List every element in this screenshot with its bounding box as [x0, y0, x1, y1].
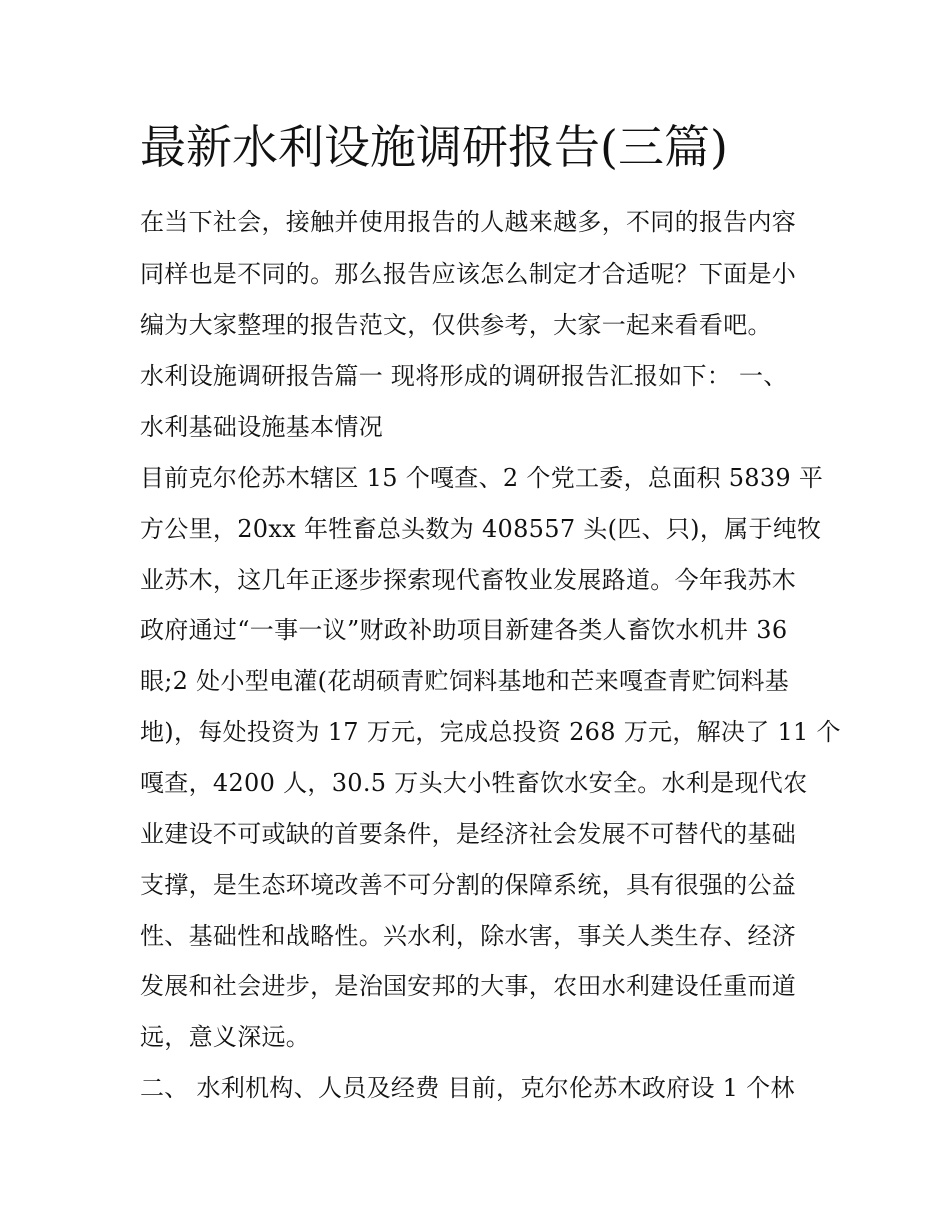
body-line: 在当下社会，接触并使用报告的人越来越多，不同的报告内容: [140, 208, 797, 236]
body-line: 业建设不可或缺的首要条件，是经济社会发展不可替代的基础: [140, 820, 797, 848]
body-line: 嘎查，4200 人，30.5 万头大小牲畜饮水安全。水利是现代农: [140, 769, 808, 797]
body-line: 目前克尔伦苏木辖区 15 个嘎查、2 个党工委，总面积 5839 平: [140, 464, 824, 492]
body-line: 编为大家整理的报告范文，仅供参考，大家一起来看看吧。: [140, 311, 772, 339]
body-line: 同样也是不同的。那么报告应该怎么制定才合适呢？下面是小: [140, 260, 797, 288]
body-line: 二、 水利机构、人员及经费 目前，克尔伦苏木政府设 1 个林: [140, 1074, 795, 1102]
body-line: 业苏木，这几年正逐步探索现代畜牧业发展路道。今年我苏木: [140, 566, 797, 594]
body-line: 远，意义深远。: [140, 1023, 311, 1051]
document-title: 最新水利设施调研报告(三篇): [140, 120, 728, 174]
body-line: 方公里，20xx 年牲畜总头数为 408557 头(匹、只)，属于纯牧: [140, 515, 822, 543]
body-line: 支撑，是生态环境改善不可分割的保障系统，具有很强的公益: [140, 871, 797, 899]
body-line: 水利设施调研报告篇一 现将形成的调研报告汇报如下： 一、: [140, 362, 788, 390]
body-line: 性、基础性和战略性。兴水利，除水害，事关人类生存、经济: [140, 922, 797, 950]
body-line: 地)，每处投资为 17 万元，完成总投资 268 万元，解决了 11 个: [140, 718, 841, 746]
body-line: 眼;2 处小型电灌(花胡硕青贮饲料基地和芒来嘎查青贮饲料基: [140, 667, 790, 695]
body-line: 发展和社会进步，是治国安邦的大事，农田水利建设任重而道: [140, 972, 797, 1000]
body-line: 政府通过“一事一议”财政补助项目新建各类人畜饮水机井 36: [140, 616, 788, 644]
body-line: 水利基础设施基本情况: [140, 413, 383, 441]
